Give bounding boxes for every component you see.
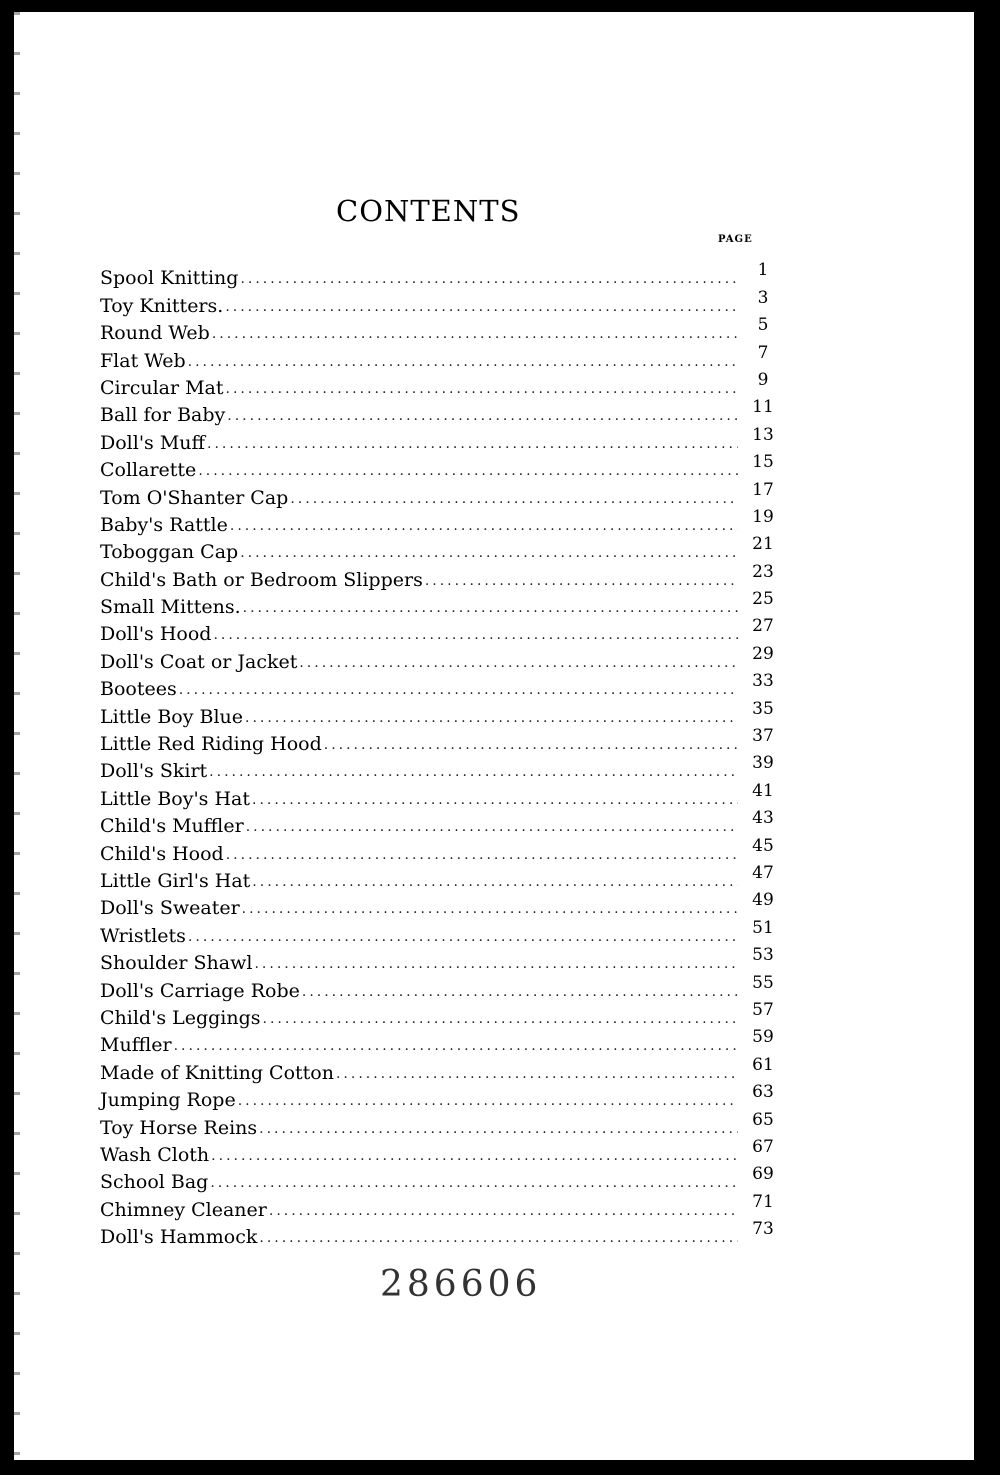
dot-leader [252, 873, 738, 892]
toc-entry-page: 45 [752, 835, 774, 856]
toc-entry-title: Bootees [100, 678, 177, 701]
dot-leader [212, 325, 738, 344]
toc-entry [100, 1029, 780, 1056]
toc-entry [100, 1056, 780, 1083]
toc-entry-page: 3 [757, 287, 769, 308]
toc-entry-page: 61 [752, 1054, 774, 1075]
toc-entry [100, 862, 780, 892]
table-of-contents [100, 262, 780, 1248]
dot-leader [209, 763, 738, 782]
toc-entry [100, 728, 780, 755]
toc-entry-page: 47 [752, 862, 774, 883]
toc-entry-title: Child's Bath or Bedroom Slippers [100, 568, 423, 591]
toc-entry-page: 37 [752, 726, 774, 747]
toc-entry-page: 25 [752, 589, 774, 610]
toc-entry-page: 17 [752, 479, 774, 500]
toc-entry-title: Circular Mat [100, 376, 224, 399]
toc-entry-title: Little Red Riding Hood [100, 733, 322, 756]
toc-entry [100, 673, 780, 700]
toc-entry-title: Wristlets [100, 924, 186, 947]
toc-entry-title: Little Boy's Hat [100, 787, 251, 810]
toc-entry-page: 55 [752, 972, 774, 993]
toc-entry [100, 892, 780, 919]
toc-entry-page: 43 [752, 808, 774, 829]
dot-leader [302, 983, 738, 1002]
toc-entry-title: Little Boy Blue [100, 705, 244, 728]
toc-entry-title: Made of Knitting Cotton [100, 1061, 334, 1084]
toc-entry-title: Child's Hood [100, 842, 224, 865]
toc-entry-page: 63 [752, 1082, 774, 1103]
toc-entry-title: Doll's Carriage Robe [100, 979, 300, 1002]
dot-leader [254, 955, 738, 974]
toc-entry [100, 1136, 780, 1166]
dot-leader [188, 928, 738, 947]
binding-edge [14, 12, 20, 1460]
toc-entry [100, 810, 780, 837]
toc-entry [100, 506, 780, 536]
toc-entry [100, 426, 780, 453]
dot-leader [226, 380, 738, 399]
toc-entry-title: Toy Horse Reins [100, 1116, 258, 1139]
toc-entry-title: Doll's Hammock [100, 1226, 258, 1249]
dot-leader [188, 353, 738, 372]
toc-entry [100, 1166, 780, 1193]
toc-entry-page: 67 [752, 1136, 774, 1157]
toc-entry-title: Child's Leggings [100, 1006, 261, 1029]
dot-leader [269, 1202, 738, 1221]
toc-entry-title: Small Mittens. [100, 596, 241, 619]
toc-entry [100, 974, 780, 1001]
toc-entry-page: 15 [752, 452, 774, 473]
toc-entry [100, 262, 780, 289]
dot-leader [179, 681, 738, 700]
dot-leader [213, 626, 738, 645]
dot-leader [225, 298, 738, 317]
toc-entry [100, 399, 780, 426]
toc-entry-page: 13 [752, 424, 774, 445]
page-column-label: PAGE [718, 234, 753, 245]
dot-leader [226, 846, 738, 865]
dot-leader [174, 1037, 738, 1056]
toc-entry-title: Muffler [100, 1034, 172, 1057]
toc-entry [100, 618, 780, 645]
toc-entry [100, 317, 780, 344]
dot-leader [425, 572, 738, 591]
toc-entry [100, 919, 780, 946]
toc-entry-page: 9 [757, 369, 769, 390]
toc-entry-page: 27 [752, 616, 774, 637]
toc-entry [100, 1111, 780, 1138]
toc-entry-page: 53 [752, 945, 774, 966]
toc-entry [100, 369, 780, 399]
toc-entry-title: Jumping Rope [100, 1089, 236, 1112]
toc-entry [100, 591, 780, 618]
dot-leader [198, 462, 738, 481]
toc-entry-title: Child's Muffler [100, 815, 244, 838]
toc-entry-title: Spool Knitting [100, 267, 239, 290]
dot-leader [252, 791, 738, 810]
toc-entry-title: Doll's Sweater [100, 897, 240, 920]
toc-entry [100, 344, 780, 371]
dot-leader [243, 599, 738, 618]
toc-entry-page: 59 [752, 1027, 774, 1048]
toc-entry-title: Doll's Coat or Jacket [100, 650, 298, 673]
toc-entry [100, 700, 780, 727]
toc-entry [100, 755, 780, 782]
toc-entry [100, 999, 780, 1029]
toc-entry-page: 1 [757, 260, 769, 281]
toc-entry-page: 73 [752, 1219, 774, 1240]
dot-leader [259, 1120, 738, 1139]
toc-entry-page: 65 [752, 1109, 774, 1130]
toc-entry-title: Baby's Rattle [100, 513, 228, 536]
toc-entry-title: Collarette [100, 459, 197, 482]
toc-entry [100, 454, 780, 481]
toc-entry-title: Shoulder Shawl [100, 952, 253, 975]
dot-leader [207, 435, 738, 454]
toc-entry-page: 29 [752, 643, 774, 664]
toc-entry-page: 21 [752, 534, 774, 555]
toc-entry [100, 536, 780, 563]
scanned-page [14, 12, 974, 1460]
toc-entry-title: Toy Knitters. [100, 294, 224, 317]
toc-entry-title: Round Web [100, 322, 210, 345]
toc-entry [100, 1084, 780, 1111]
dot-leader [211, 1147, 738, 1166]
dot-leader [259, 1229, 738, 1248]
contents-title: CONTENTS [336, 194, 521, 228]
dot-leader [245, 709, 738, 728]
dot-leader [299, 654, 738, 673]
toc-entry [100, 947, 780, 974]
dot-leader [238, 1092, 738, 1111]
toc-entry-title: Doll's Skirt [100, 760, 208, 783]
toc-entry-title: Chimney Cleaner [100, 1198, 267, 1221]
toc-entry-title: Ball for Baby [100, 404, 226, 427]
toc-entry-title: Doll's Hood [100, 623, 212, 646]
toc-entry-page: 39 [752, 753, 774, 774]
toc-entry-page: 51 [752, 917, 774, 938]
toc-entry-page: 5 [757, 315, 769, 336]
toc-entry-page: 71 [752, 1191, 774, 1212]
toc-entry [100, 1193, 780, 1220]
toc-entry-page: 7 [757, 342, 769, 363]
toc-entry [100, 289, 780, 316]
toc-entry [100, 645, 780, 672]
toc-entry-page: 69 [752, 1164, 774, 1185]
toc-entry-page: 23 [752, 561, 774, 582]
dot-leader [336, 1065, 738, 1084]
dot-leader [227, 407, 738, 426]
toc-entry-page: 35 [752, 698, 774, 719]
dot-leader [240, 270, 738, 289]
toc-entry [100, 837, 780, 864]
toc-entry-title: Wash Cloth [100, 1143, 210, 1166]
toc-entry-title: Doll's Muff [100, 431, 206, 454]
toc-entry-page: 11 [752, 397, 774, 418]
toc-entry-page: 41 [752, 780, 774, 801]
toc-entry-title: School Bag [100, 1171, 209, 1194]
toc-entry [100, 563, 780, 590]
toc-entry-page: 33 [752, 671, 774, 692]
toc-entry-page: 49 [752, 890, 774, 911]
toc-entry-title: Toboggan Cap [100, 541, 239, 564]
dot-leader [240, 544, 738, 563]
dot-leader [210, 1174, 738, 1193]
dot-leader [230, 517, 738, 536]
toc-entry [100, 782, 780, 809]
dot-leader [242, 900, 738, 919]
toc-entry-title: Little Girl's Hat [100, 869, 251, 892]
dot-leader [246, 818, 738, 837]
dot-leader [263, 1010, 738, 1029]
toc-entry [100, 481, 780, 508]
toc-entry-page: 19 [752, 506, 774, 527]
dot-leader [290, 490, 738, 509]
toc-entry-title: Tom O'Shanter Cap [100, 486, 289, 509]
toc-entry [100, 1221, 780, 1248]
toc-entry-title: Flat Web [100, 349, 186, 372]
dot-leader [324, 736, 738, 755]
toc-entry-page: 57 [752, 999, 774, 1020]
accession-number-stamp: 286606 [380, 1264, 542, 1305]
